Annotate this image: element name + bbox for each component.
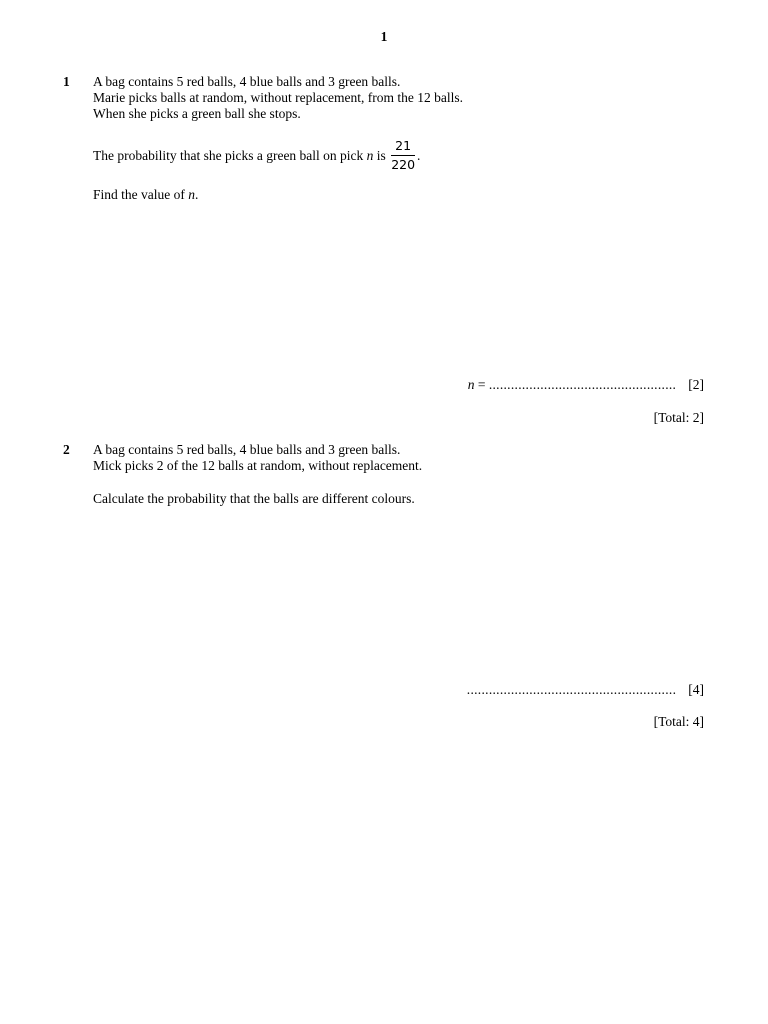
prob-var: n: [366, 148, 374, 163]
fraction-numerator: 21: [391, 139, 415, 156]
question-1-probability-statement: [93, 139, 420, 173]
task-end: .: [194, 187, 199, 202]
question-2-total: [Total: 4]: [653, 714, 704, 729]
question-1-line-2: Marie picks balls at random, without replacement, from the 12 balls.: [93, 90, 464, 105]
answer-dots: .........................................................: [466, 682, 677, 697]
question-2-line-1: A bag contains 5 red balls, 4 blue balls and 3 green balls.: [93, 442, 401, 457]
question-1-line-1: A bag contains 5 red balls, 4 blue balls and 3 green balls.: [93, 74, 401, 89]
question-1-line-3: When she picks a green ball she stops.: [93, 106, 301, 121]
question-1-answer-line[interactable]: [468, 377, 704, 393]
answer-var: n: [467, 377, 475, 392]
fraction-denominator: 220: [391, 157, 416, 173]
question-1-task: [93, 187, 198, 203]
prob-text-mid: is: [373, 148, 390, 163]
question-2-answer-line[interactable]: [467, 682, 704, 698]
probability-fraction: [391, 139, 415, 172]
question-1-marks: [2]: [688, 377, 704, 392]
question-1-number: 1: [63, 74, 70, 89]
prob-text-before: The probability that she picks a green ball on pick: [93, 148, 367, 163]
task-text: Find the value of: [93, 187, 189, 202]
answer-eq: =: [474, 377, 489, 392]
question-1-total: [Total: 2]: [653, 410, 704, 425]
task-var: n: [188, 187, 195, 202]
answer-dots: ...................................................: [488, 377, 677, 392]
question-2-marks: [4]: [688, 682, 704, 697]
prob-text-after: .: [417, 148, 421, 163]
question-2-line-3: Calculate the probability that the balls are different colours.: [93, 491, 415, 506]
question-2-number: 2: [63, 442, 70, 457]
question-2-line-2: Mick picks 2 of the 12 balls at random, without replacement.: [93, 458, 423, 473]
page-number: 1: [380, 29, 388, 44]
